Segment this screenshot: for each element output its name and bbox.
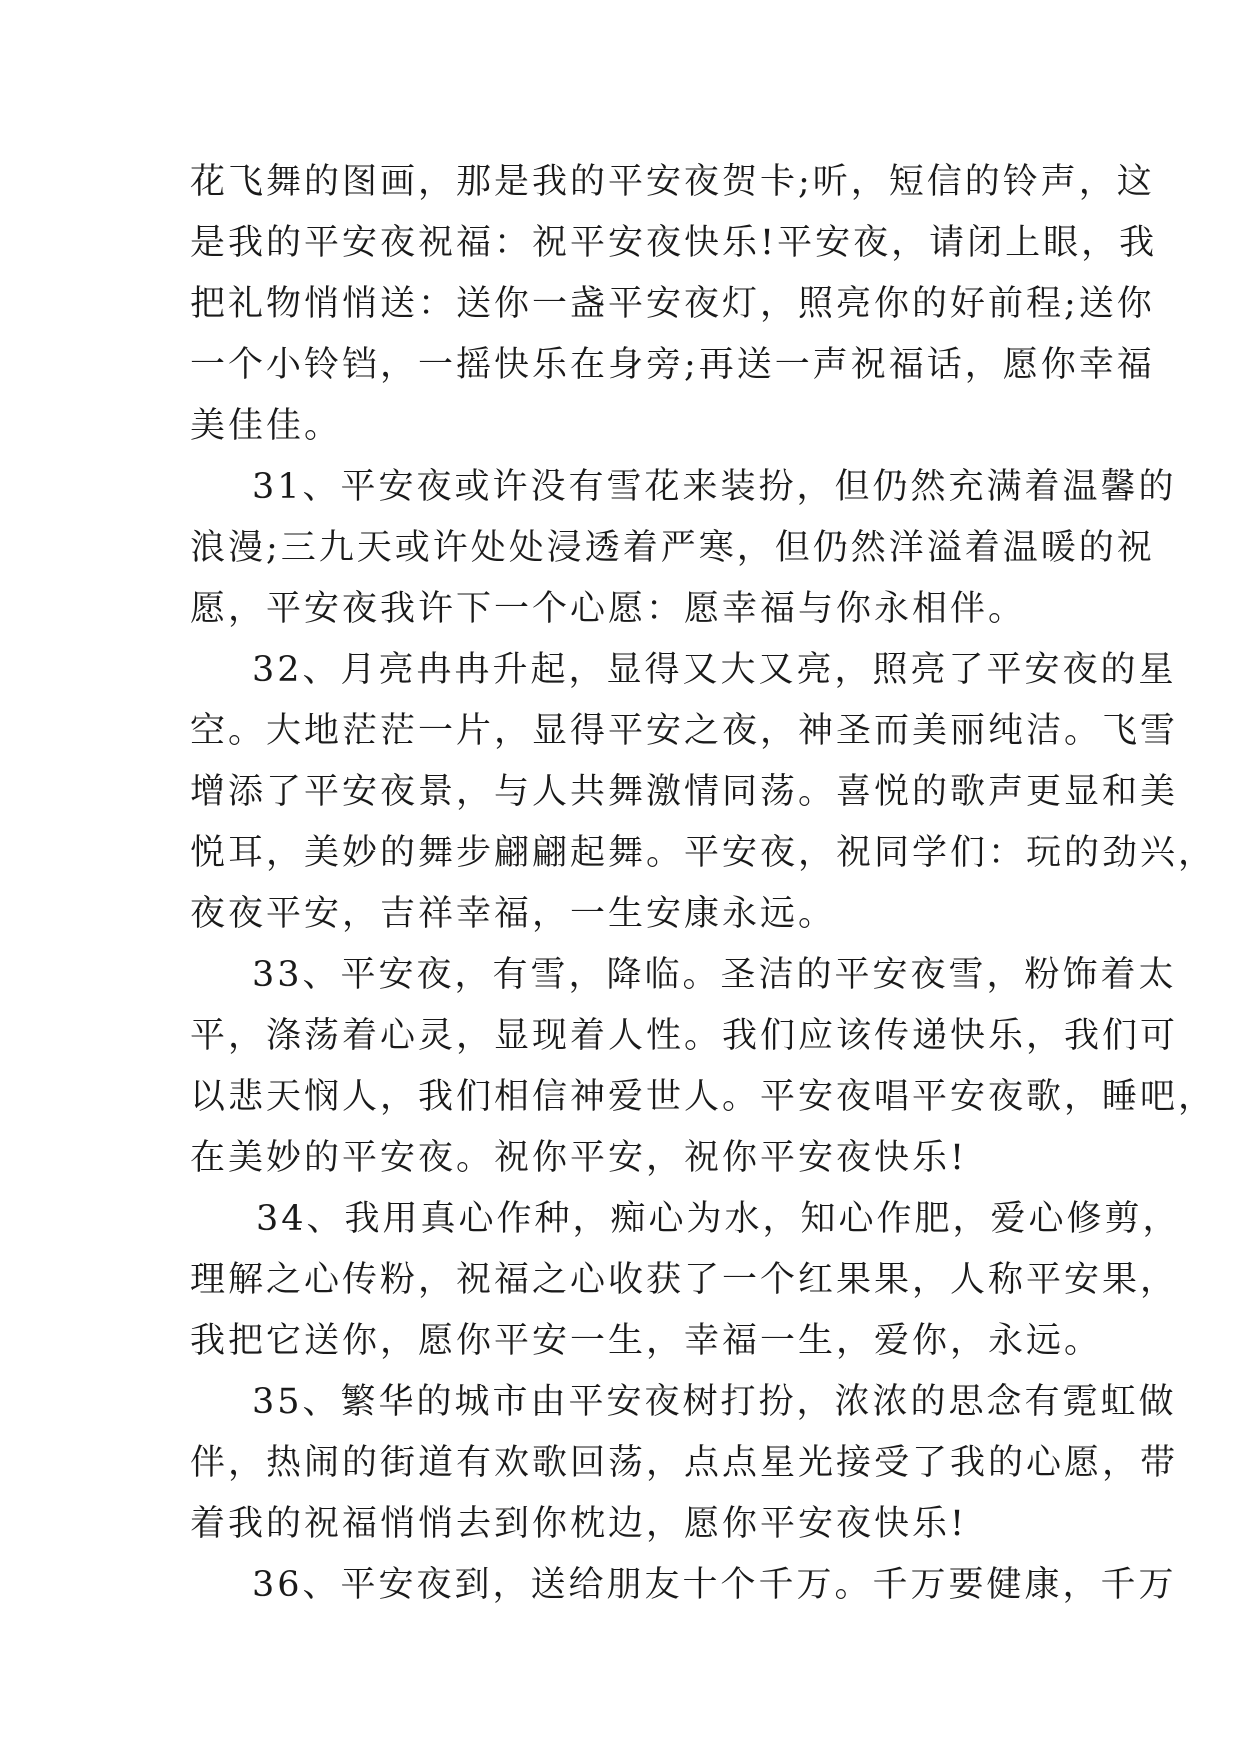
text-line: 着我的祝福悄悄去到你枕边，愿你平安夜快乐! bbox=[190, 1504, 968, 1544]
text-line: 34、我用真心作种，痴心为水，知心作肥，爱心修剪， bbox=[256, 1199, 1181, 1239]
text-line: 理解之心传粉，祝福之心收获了一个红果果，人称平安果， bbox=[190, 1260, 1179, 1300]
text-line: 我把它送你，愿你平安一生，幸福一生，爱你，永远。 bbox=[190, 1321, 1103, 1361]
text-line: 平，涤荡着心灵，显现着人性。我们应该传递快乐，我们可 bbox=[190, 1016, 1179, 1056]
text-line: 夜夜平安，吉祥幸福，一生安康永远。 bbox=[190, 894, 837, 934]
document-body bbox=[190, 152, 1217, 1616]
text-line: 愿，平安夜我许下一个心愿：愿幸福与你永相伴。 bbox=[190, 589, 1027, 629]
text-line: 31、平安夜或许没有雪花来装扮，但仍然充满着温馨的 bbox=[252, 467, 1177, 507]
text-line: 35、繁华的城市由平安夜树打扮，浓浓的思念有霓虹做 bbox=[252, 1382, 1177, 1422]
text-line: 是我的平安夜祝福：祝平安夜快乐!平安夜，请闭上眼，我 bbox=[190, 223, 1158, 263]
text-line: 把礼物悄悄送：送你一盏平安夜灯，照亮你的好前程;送你 bbox=[190, 284, 1155, 324]
text-line: 美佳佳。 bbox=[190, 406, 343, 446]
text-line: 悦耳，美妙的舞步翩翩起舞。平安夜，祝同学们：玩的劲兴， bbox=[190, 833, 1217, 873]
text-line: 增添了平安夜景，与人共舞激情同荡。喜悦的歌声更显和美 bbox=[190, 772, 1179, 812]
text-line: 一个小铃铛，一摇快乐在身旁;再送一声祝福话，愿你幸福 bbox=[190, 345, 1155, 385]
text-line: 32、月亮冉冉升起，显得又大又亮，照亮了平安夜的星 bbox=[252, 650, 1177, 690]
text-line: 空。大地茫茫一片，显得平安之夜，神圣而美丽纯洁。飞雪 bbox=[190, 711, 1179, 751]
text-line: 浪漫;三九天或许处处浸透着严寒，但仍然洋溢着温暖的祝 bbox=[190, 528, 1155, 568]
text-line: 以悲天悯人，我们相信神爱世人。平安夜唱平安夜歌，睡吧， bbox=[190, 1077, 1217, 1117]
text-line: 在美妙的平安夜。祝你平安，祝你平安夜快乐! bbox=[190, 1138, 968, 1178]
text-line: 33、平安夜，有雪，降临。圣洁的平安夜雪，粉饰着太 bbox=[252, 955, 1177, 995]
text-line: 36、平安夜到，送给朋友十个千万。千万要健康，千万 bbox=[252, 1565, 1177, 1605]
text-line: 花飞舞的图画，那是我的平安夜贺卡;听，短信的铃声，这 bbox=[190, 162, 1155, 202]
text-line: 伴，热闹的街道有欢歌回荡，点点星光接受了我的心愿，带 bbox=[190, 1443, 1179, 1483]
